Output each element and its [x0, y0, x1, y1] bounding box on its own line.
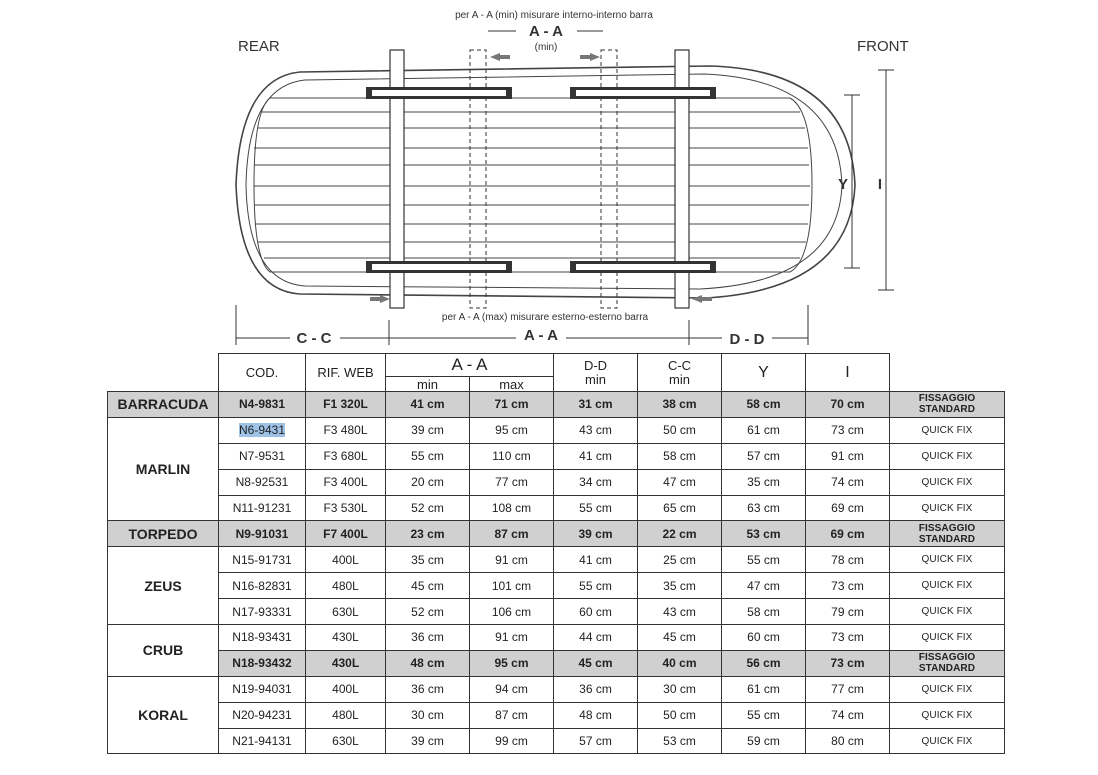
col-cod: COD. — [219, 354, 306, 392]
cell-cc: 65 cm — [638, 495, 722, 521]
cell-cod: N18-93431 — [219, 625, 306, 651]
cell-min: 36 cm — [386, 676, 470, 702]
cell-rif: F7 400L — [306, 521, 386, 547]
cell-min: 20 cm — [386, 469, 470, 495]
cell-rif: 430L — [306, 625, 386, 651]
cell-dd: 44 cm — [554, 625, 638, 651]
cell-rif: F3 680L — [306, 443, 386, 469]
cell-cc: 53 cm — [638, 728, 722, 754]
cell-rif: F1 320L — [306, 392, 386, 418]
cell-cc: 43 cm — [638, 599, 722, 625]
cell-y: 61 cm — [722, 417, 806, 443]
cell-cc: 38 cm — [638, 392, 722, 418]
cell-cod: N15-91731 — [219, 547, 306, 573]
roof-box-diagram — [0, 0, 1098, 350]
cell-fix: FISSAGGIO STANDARD — [890, 392, 1005, 418]
y-label: Y — [837, 176, 848, 193]
cell-i: 74 cm — [806, 702, 890, 728]
cell-max: 91 cm — [470, 625, 554, 651]
cell-min: 48 cm — [386, 650, 470, 676]
cell-max: 87 cm — [470, 702, 554, 728]
cell-rif: 480L — [306, 573, 386, 599]
cell-fix: QUICK FIX — [890, 469, 1005, 495]
cell-cod: N9-91031 — [219, 521, 306, 547]
cell-cod: N4-9831 — [219, 392, 306, 418]
cell-cod: N16-82831 — [219, 573, 306, 599]
cell-dd: 45 cm — [554, 650, 638, 676]
cell-dd: 34 cm — [554, 469, 638, 495]
table-row — [108, 599, 1005, 625]
table-row — [108, 443, 1005, 469]
clamps — [366, 87, 716, 273]
front-label: FRONT — [857, 38, 909, 55]
table-row — [108, 573, 1005, 599]
table-row — [108, 650, 1005, 676]
cell-max: 110 cm — [470, 443, 554, 469]
cell-min: 30 cm — [386, 702, 470, 728]
cell-dd: 36 cm — [554, 676, 638, 702]
cell-y: 55 cm — [722, 702, 806, 728]
table-row — [108, 392, 1005, 418]
corner-blank — [108, 354, 219, 392]
cell-min: 52 cm — [386, 495, 470, 521]
table-row — [108, 702, 1005, 728]
cell-cc: 22 cm — [638, 521, 722, 547]
cell-y: 60 cm — [722, 625, 806, 651]
cell-fix: QUICK FIX — [890, 495, 1005, 521]
cell-rif: 400L — [306, 547, 386, 573]
cell-y: 61 cm — [722, 676, 806, 702]
cell-i: 69 cm — [806, 495, 890, 521]
model-torpedo: TORPEDO — [108, 521, 219, 547]
cell-cc: 25 cm — [638, 547, 722, 573]
cell-max: 99 cm — [470, 728, 554, 754]
cell-fix: QUICK FIX — [890, 443, 1005, 469]
cell-max: 101 cm — [470, 573, 554, 599]
cell-min: 39 cm — [386, 417, 470, 443]
col-aa-max: max — [470, 377, 554, 392]
model-koral: KORAL — [108, 676, 219, 754]
cell-cod[interactable] — [219, 417, 306, 443]
table-row — [108, 625, 1005, 651]
cell-cc: 50 cm — [638, 702, 722, 728]
cell-i: 79 cm — [806, 599, 890, 625]
cell-min: 39 cm — [386, 728, 470, 754]
cell-max: 71 cm — [470, 392, 554, 418]
col-i: I — [806, 354, 890, 392]
col-y: Y — [722, 354, 806, 392]
col-cc: C-C min — [638, 354, 722, 392]
cell-y: 56 cm — [722, 650, 806, 676]
cell-dd: 55 cm — [554, 573, 638, 599]
cell-rif: 480L — [306, 702, 386, 728]
col-aa: A - A — [386, 354, 554, 377]
table-row — [108, 728, 1005, 754]
roof-box-outline — [236, 66, 855, 298]
cell-max: 95 cm — [470, 650, 554, 676]
cell-i: 69 cm — [806, 521, 890, 547]
cell-y: 58 cm — [722, 599, 806, 625]
model-zeus: ZEUS — [108, 547, 219, 625]
cell-y: 53 cm — [722, 521, 806, 547]
cell-max: 95 cm — [470, 417, 554, 443]
cell-rif: 630L — [306, 728, 386, 754]
cell-min: 23 cm — [386, 521, 470, 547]
cell-i: 80 cm — [806, 728, 890, 754]
dd-label: D - D — [729, 331, 765, 348]
cell-cod: N20-94231 — [219, 702, 306, 728]
cell-cc: 30 cm — [638, 676, 722, 702]
cell-fix: QUICK FIX — [890, 547, 1005, 573]
aa-bottom-label: A - A — [524, 327, 558, 344]
aa-top-label: A - A — [529, 23, 563, 40]
cell-cod: N17-93331 — [219, 599, 306, 625]
model-barracuda: BARRACUDA — [108, 392, 219, 418]
cell-cc: 50 cm — [638, 417, 722, 443]
cell-y: 58 cm — [722, 392, 806, 418]
aa-top-sub: (min) — [534, 42, 558, 53]
cell-i: 74 cm — [806, 469, 890, 495]
table-row — [108, 417, 1005, 443]
cell-max: 108 cm — [470, 495, 554, 521]
cell-max: 94 cm — [470, 676, 554, 702]
cell-min: 45 cm — [386, 573, 470, 599]
cell-fix: FISSAGGIO STANDARD — [890, 650, 1005, 676]
cell-cod: N7-9531 — [219, 443, 306, 469]
cell-min: 41 cm — [386, 392, 470, 418]
cell-fix: QUICK FIX — [890, 417, 1005, 443]
cell-cod: N18-93432 — [219, 650, 306, 676]
cell-cod: N8-92531 — [219, 469, 306, 495]
cell-i: 73 cm — [806, 417, 890, 443]
cell-y: 55 cm — [722, 547, 806, 573]
table-row — [108, 521, 1005, 547]
cell-fix: QUICK FIX — [890, 573, 1005, 599]
cell-fix: QUICK FIX — [890, 702, 1005, 728]
cell-fix: QUICK FIX — [890, 599, 1005, 625]
rear-label: REAR — [238, 38, 280, 55]
cell-min: 52 cm — [386, 599, 470, 625]
cell-dd: 31 cm — [554, 392, 638, 418]
cell-i: 73 cm — [806, 573, 890, 599]
header-row-1 — [108, 354, 1005, 377]
cell-fix: QUICK FIX — [890, 625, 1005, 651]
cell-cod: N11-91231 — [219, 495, 306, 521]
cell-i: 73 cm — [806, 650, 890, 676]
col-aa-min: min — [386, 377, 470, 392]
cell-dd: 43 cm — [554, 417, 638, 443]
cell-dd: 41 cm — [554, 547, 638, 573]
cell-dd: 55 cm — [554, 495, 638, 521]
cell-min: 55 cm — [386, 443, 470, 469]
cell-cc: 47 cm — [638, 469, 722, 495]
cell-i: 77 cm — [806, 676, 890, 702]
cell-rif: F3 400L — [306, 469, 386, 495]
cell-rif: 630L — [306, 599, 386, 625]
cell-dd: 41 cm — [554, 443, 638, 469]
cell-cod: N19-94031 — [219, 676, 306, 702]
cell-i: 78 cm — [806, 547, 890, 573]
cell-rif: 430L — [306, 650, 386, 676]
cell-cc: 58 cm — [638, 443, 722, 469]
cell-min: 36 cm — [386, 625, 470, 651]
cell-i: 70 cm — [806, 392, 890, 418]
table-row — [108, 547, 1005, 573]
spec-table — [107, 353, 1005, 754]
cell-y: 57 cm — [722, 443, 806, 469]
cell-cc: 45 cm — [638, 625, 722, 651]
cell-dd: 57 cm — [554, 728, 638, 754]
col-rif: RIF. WEB — [306, 354, 386, 392]
model-marlin: MARLIN — [108, 417, 219, 521]
top-note: per A - A (min) misurare interno-interno barra — [455, 10, 653, 21]
table-row — [108, 469, 1005, 495]
cell-i: 91 cm — [806, 443, 890, 469]
cc-label: C - C — [296, 330, 332, 347]
cell-dd: 60 cm — [554, 599, 638, 625]
cell-y: 35 cm — [722, 469, 806, 495]
cell-dd: 48 cm — [554, 702, 638, 728]
i-label: I — [877, 176, 882, 193]
cell-y: 59 cm — [722, 728, 806, 754]
cell-y: 47 cm — [722, 573, 806, 599]
cell-cod: N21-94131 — [219, 728, 306, 754]
cell-max: 87 cm — [470, 521, 554, 547]
table-row — [108, 495, 1005, 521]
cell-cc: 40 cm — [638, 650, 722, 676]
cell-rif: F3 480L — [306, 417, 386, 443]
cell-dd: 39 cm — [554, 521, 638, 547]
model-crub: CRUB — [108, 625, 219, 677]
col-dd: D-D min — [554, 354, 638, 392]
cell-cc: 35 cm — [638, 573, 722, 599]
cell-max: 77 cm — [470, 469, 554, 495]
cell-rif: F3 530L — [306, 495, 386, 521]
cell-i: 73 cm — [806, 625, 890, 651]
cell-fix: FISSAGGIO STANDARD — [890, 521, 1005, 547]
table-row — [108, 676, 1005, 702]
cell-max: 106 cm — [470, 599, 554, 625]
cell-y: 63 cm — [722, 495, 806, 521]
cell-min: 35 cm — [386, 547, 470, 573]
cell-fix: QUICK FIX — [890, 676, 1005, 702]
cell-fix: QUICK FIX — [890, 728, 1005, 754]
fix-blank — [890, 354, 1005, 392]
cell-rif: 400L — [306, 676, 386, 702]
selected-text[interactable]: N6-9431 — [238, 423, 286, 438]
cell-max: 91 cm — [470, 547, 554, 573]
bottom-note: per A - A (max) misurare esterno-esterno barra — [441, 312, 649, 323]
